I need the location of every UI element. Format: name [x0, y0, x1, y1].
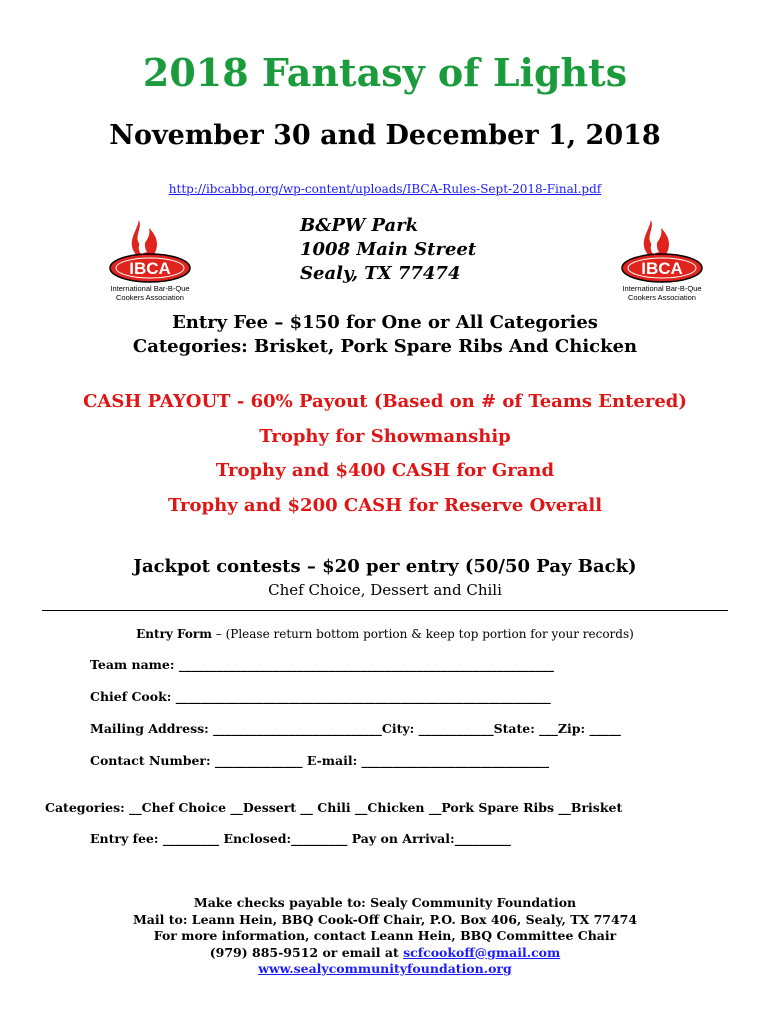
entry-fee-field[interactable]: Entry fee: _________ Enclosed:_________ Pay on Arrival:_________ — [90, 831, 511, 846]
categories-checklist[interactable]: Categories: __Chef Choice __Dessert __ Chili __Chicken __Pork Spare Ribs __Brisket — [45, 800, 623, 815]
jackpot-title: Jackpot contests – $20 per entry (50/50 Pay Back) — [133, 556, 637, 577]
prize-reserve: Trophy and $200 CASH for Reserve Overall — [167, 495, 603, 516]
logo-acronym: IBCA — [641, 259, 683, 278]
entry-form-label: Entry Form — [136, 627, 212, 641]
event-dates: November 30 and December 1, 2018 — [109, 120, 661, 151]
venue-name: B&PW Park — [300, 215, 419, 236]
ibca-logo-left — [95, 218, 205, 303]
mail-to: Mail to: Leann Hein, BBQ Cook-Off Chair, P.O. Box 406, Sealy, TX 77474 — [132, 911, 638, 927]
footer — [0, 895, 770, 978]
phone: (979) 885-9512 or email at — [209, 944, 404, 960]
logo-caption-line1: International Bar-B-Que — [110, 284, 190, 293]
team-name-field[interactable]: Team name: ____________________________________________________________ — [90, 657, 554, 672]
flame-icon — [95, 218, 205, 284]
page-title: 2018 Fantasy of Lights — [142, 50, 628, 95]
contact-field[interactable]: Contact Number: ______________ E-mail: ______________________________ — [90, 753, 550, 768]
email-link[interactable]: scfcookoff@gmail.com — [403, 944, 561, 960]
venue-address — [300, 214, 500, 286]
ibca-logo-right — [607, 218, 717, 303]
venue-street: 1008 Main Street — [300, 239, 477, 260]
mailing-address-field[interactable]: Mailing Address: ___________________________City: ____________State: ___Zip: _____ — [90, 721, 621, 736]
logo-caption — [607, 284, 717, 302]
entry-fee: Entry Fee – $150 for One or All Categories — [172, 312, 598, 333]
rules-link[interactable]: http://ibcabbq.org/wp-content/uploads/IBCA-Rules-Sept-2018-Final.pdf — [168, 182, 602, 196]
entry-form-heading — [0, 627, 770, 641]
logo-acronym: IBCA — [129, 259, 171, 278]
venue-city: Sealy, TX 77474 — [300, 263, 461, 284]
prize-grand: Trophy and $400 CASH for Grand — [215, 460, 555, 481]
chief-cook-field[interactable]: Chief Cook: ____________________________________________________________ — [90, 689, 551, 704]
logo-caption-line2: Cookers Association — [116, 293, 184, 302]
logo-caption-line1: International Bar-B-Que — [622, 284, 702, 293]
divider — [42, 610, 728, 611]
prize-cash-payout: CASH PAYOUT - 60% Payout (Based on # of Teams Entered) — [83, 391, 687, 412]
entry-form-instructions: – (Please return bottom portion & keep top portion for your records) — [211, 627, 634, 641]
logo-caption — [95, 284, 205, 302]
phone-email-line — [0, 945, 770, 962]
jackpot-subtitle: Chef Choice, Dessert and Chili — [268, 581, 502, 599]
website-link[interactable]: www.sealycommunityfoundation.org — [258, 961, 512, 976]
logo-caption-line2: Cookers Association — [628, 293, 696, 302]
flame-icon — [607, 218, 717, 284]
checks-payable: Make checks payable to: Sealy Community Foundation — [193, 895, 577, 910]
prize-showmanship: Trophy for Showmanship — [259, 426, 511, 447]
entry-categories: Categories: Brisket, Pork Spare Ribs And Chicken — [132, 336, 638, 357]
more-info: For more information, contact Leann Hein, BBQ Committee Chair — [153, 928, 617, 943]
